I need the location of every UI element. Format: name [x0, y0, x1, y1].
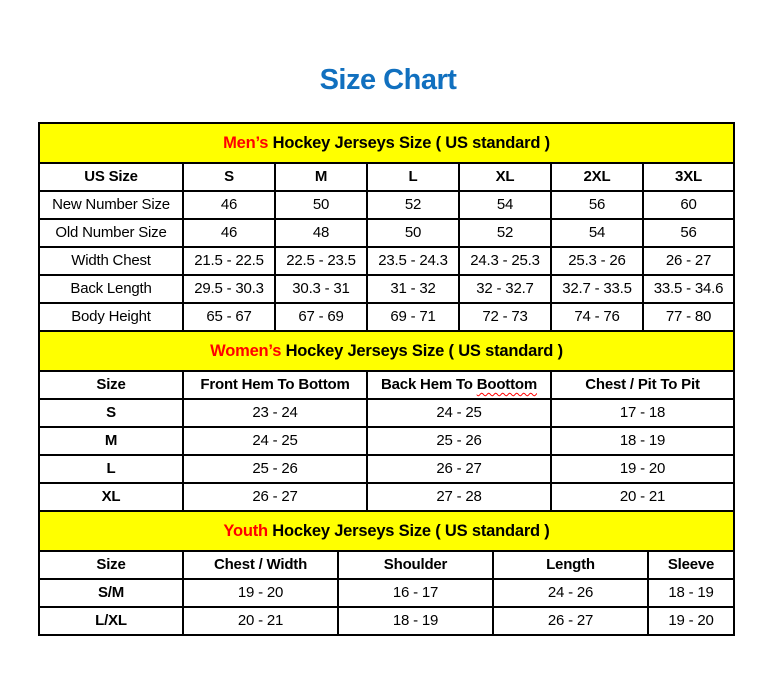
value-cell: 19 - 20: [648, 607, 734, 635]
youth-header-row: [39, 551, 734, 579]
column-header-text: Back Hem To: [381, 375, 477, 393]
value-cell: 32.7 - 33.5: [551, 275, 643, 303]
mens-size-table: [38, 122, 735, 332]
youth-size-table: [38, 510, 735, 636]
value-cell: 69 - 71: [367, 303, 459, 331]
column-header: 2XL: [551, 163, 643, 191]
value-cell: 74 - 76: [551, 303, 643, 331]
row-label-cell: Old Number Size: [39, 219, 183, 247]
value-cell: 26 - 27: [183, 483, 367, 511]
womens-section-band: [39, 331, 734, 371]
table-row: [39, 427, 734, 455]
column-header: XL: [459, 163, 551, 191]
section-heading: [39, 123, 734, 163]
section-heading-text: Hockey Jerseys Size ( US standard ): [281, 341, 563, 360]
value-cell: 24 - 25: [367, 399, 551, 427]
value-cell: 18 - 19: [648, 579, 734, 607]
table-row: [39, 191, 734, 219]
table-row: [39, 607, 734, 635]
row-label-cell: M: [39, 427, 183, 455]
row-label-cell: XL: [39, 483, 183, 511]
value-cell: 17 - 18: [551, 399, 734, 427]
value-cell: 19 - 20: [183, 579, 338, 607]
value-cell: 54: [459, 191, 551, 219]
value-cell: 24 - 25: [183, 427, 367, 455]
value-cell: 32 - 32.7: [459, 275, 551, 303]
table-row: [39, 275, 734, 303]
section-heading-text: Hockey Jerseys Size ( US standard ): [267, 521, 550, 540]
section-heading-accent: Youth: [223, 521, 268, 540]
page-title: Size Chart: [319, 64, 457, 96]
value-cell: 21.5 - 22.5: [183, 247, 275, 275]
value-cell: 67 - 69: [275, 303, 367, 331]
value-cell: 23 - 24: [183, 399, 367, 427]
table-row: [39, 219, 734, 247]
value-cell: 20 - 21: [551, 483, 734, 511]
column-header-misspelled-word: Boottom: [476, 375, 537, 393]
column-header: Sleeve: [648, 551, 734, 579]
column-header: Length: [493, 551, 648, 579]
value-cell: 65 - 67: [183, 303, 275, 331]
row-label-cell: Back Length: [39, 275, 183, 303]
value-cell: 18 - 19: [551, 427, 734, 455]
column-header: Shoulder: [338, 551, 493, 579]
value-cell: 30.3 - 31: [275, 275, 367, 303]
value-cell: 56: [643, 219, 734, 247]
value-cell: 77 - 80: [643, 303, 734, 331]
mens-header-row: [39, 163, 734, 191]
value-cell: 24 - 26: [493, 579, 648, 607]
value-cell: 19 - 20: [551, 455, 734, 483]
value-cell: 22.5 - 23.5: [275, 247, 367, 275]
column-header: Chest / Pit To Pit: [551, 371, 734, 399]
table-row: [39, 399, 734, 427]
column-header: Front Hem To Bottom: [183, 371, 367, 399]
column-header: Chest / Width: [183, 551, 338, 579]
row-label-cell: Body Height: [39, 303, 183, 331]
column-header: 3XL: [643, 163, 734, 191]
table-row: [39, 303, 734, 331]
value-cell: 46: [183, 219, 275, 247]
value-cell: 60: [643, 191, 734, 219]
value-cell: 27 - 28: [367, 483, 551, 511]
column-header: [367, 371, 551, 399]
mens-section-band: [39, 123, 734, 163]
value-cell: 20 - 21: [183, 607, 338, 635]
table-row: [39, 455, 734, 483]
section-heading-accent: Men’s: [223, 133, 269, 152]
section-heading-accent: Women’s: [210, 341, 282, 360]
size-tables-container: [38, 122, 733, 636]
row-label-cell: New Number Size: [39, 191, 183, 219]
value-cell: 26 - 27: [493, 607, 648, 635]
value-cell: 26 - 27: [643, 247, 734, 275]
value-cell: 72 - 73: [459, 303, 551, 331]
column-header: S: [183, 163, 275, 191]
value-cell: 52: [367, 191, 459, 219]
value-cell: 25 - 26: [367, 427, 551, 455]
value-cell: 23.5 - 24.3: [367, 247, 459, 275]
table-row: [39, 579, 734, 607]
value-cell: 25 - 26: [183, 455, 367, 483]
value-cell: 18 - 19: [338, 607, 493, 635]
section-heading-text: Hockey Jerseys Size ( US standard ): [268, 133, 550, 152]
value-cell: 29.5 - 30.3: [183, 275, 275, 303]
table-row: [39, 483, 734, 511]
value-cell: 33.5 - 34.6: [643, 275, 734, 303]
value-cell: 25.3 - 26: [551, 247, 643, 275]
value-cell: 16 - 17: [338, 579, 493, 607]
value-cell: 26 - 27: [367, 455, 551, 483]
value-cell: 50: [367, 219, 459, 247]
row-label-cell: Width Chest: [39, 247, 183, 275]
section-heading: [39, 511, 734, 551]
womens-header-row: [39, 371, 734, 399]
value-cell: 52: [459, 219, 551, 247]
womens-size-table: [38, 330, 735, 512]
column-header: US Size: [39, 163, 183, 191]
column-header: Size: [39, 371, 183, 399]
section-heading: [39, 331, 734, 371]
row-label-cell: L/XL: [39, 607, 183, 635]
row-label-cell: S/M: [39, 579, 183, 607]
column-header: M: [275, 163, 367, 191]
row-label-cell: S: [39, 399, 183, 427]
value-cell: 50: [275, 191, 367, 219]
column-header: Size: [39, 551, 183, 579]
value-cell: 48: [275, 219, 367, 247]
value-cell: 46: [183, 191, 275, 219]
value-cell: 31 - 32: [367, 275, 459, 303]
row-label-cell: L: [39, 455, 183, 483]
table-row: [39, 247, 734, 275]
column-header: L: [367, 163, 459, 191]
youth-section-band: [39, 511, 734, 551]
value-cell: 24.3 - 25.3: [459, 247, 551, 275]
value-cell: 54: [551, 219, 643, 247]
value-cell: 56: [551, 191, 643, 219]
